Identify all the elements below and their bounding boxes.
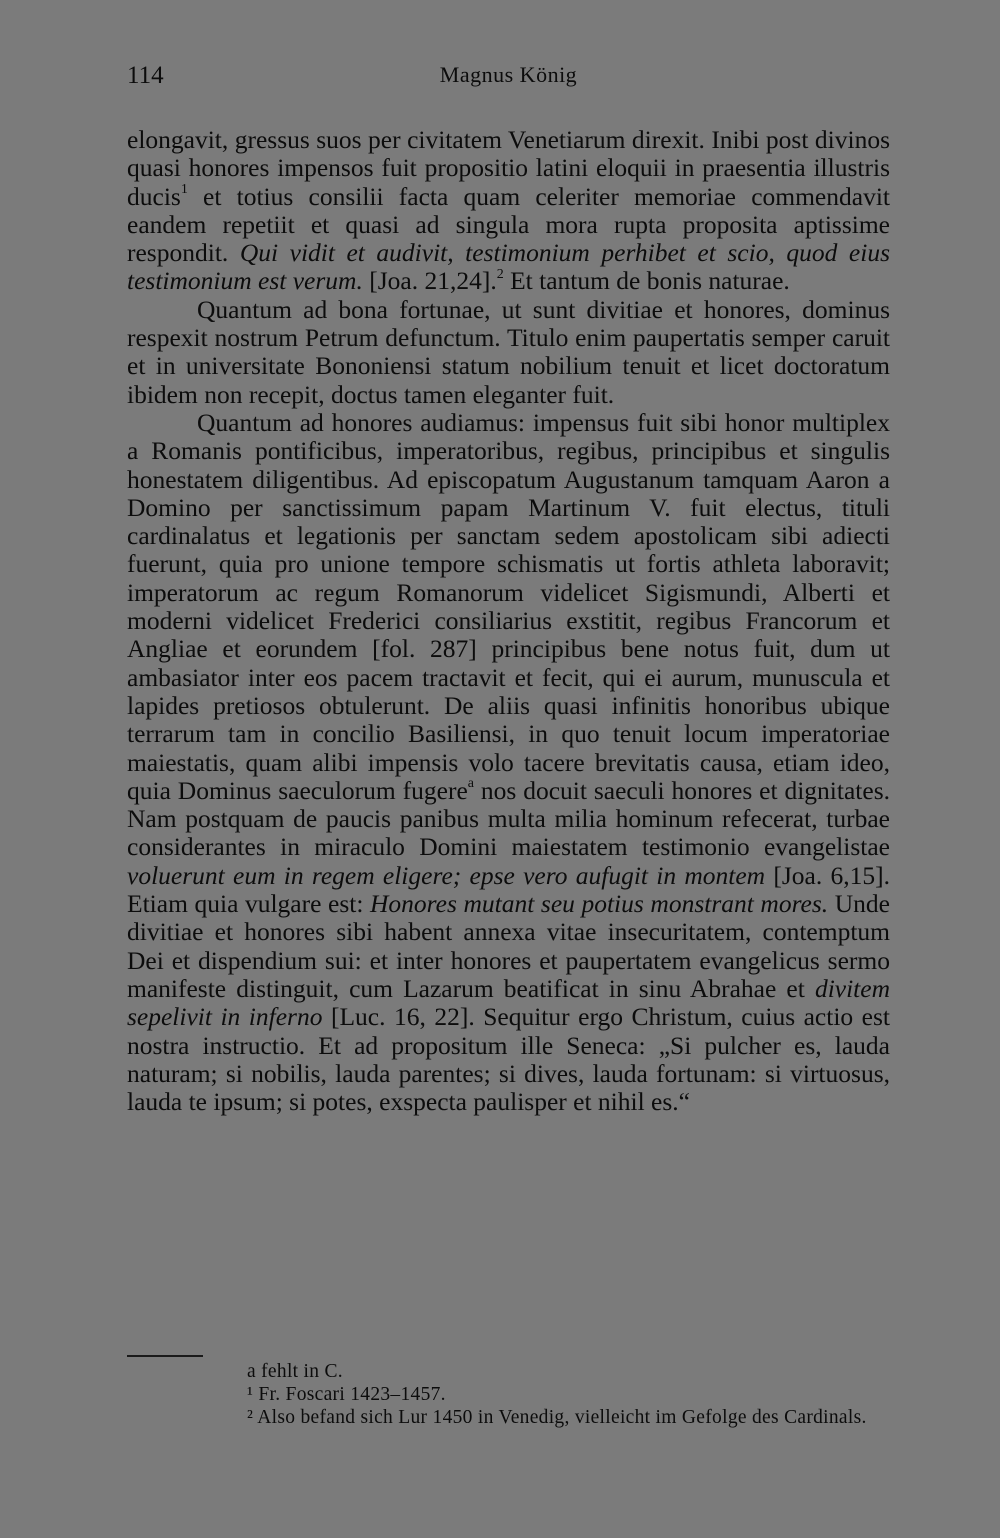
main-text	[127, 126, 890, 1116]
footnote-text: Also befand sich Lur 1450 in Venedig, vielleicht im Gefolge des Cardinals.	[253, 1407, 867, 1428]
scripture-quote: Qui vidit et audivit, testimonium perhibet et scio, quod eius testimonium est verum.	[127, 238, 890, 296]
text-run: Unde divitiae et honores sibi habent annexa vitae insecuritatem, contemptum Dei et dispendium sui: et inter honores et paupertatem evangelicus sermo manifeste distinguit, cum Lazarum beatificat in sinu Abrahae et	[127, 889, 891, 1003]
footnote-divider	[127, 1355, 203, 1357]
page-header	[127, 62, 890, 92]
text-run: Et tantum de bonis naturae.	[503, 266, 790, 296]
citation: [Joa. 21,24].	[362, 266, 497, 296]
footnotes	[127, 1360, 890, 1429]
text-run: Quantum ad honores audiamus: impensus fuit sibi honor multiplex a Romanis pontificibus, imperatoribus, regibus, principibus et singulis honestatem diligentibus. Ad episcopatum Augustanum tamquam Aaron a Domino per sanctissimum papam Martinum V. fuit electus, tituli cardinalatus et legationis per sanctam sedem apostolicam sibi adiecti fuerunt, quia pro unione tempore schismatis ut fortis athleta laboravit; imperatorum ac regum Romanorum videlicet Sigismundi, Alberti et moderni videlicet Frederici consiliarius exstitit, regibus Francorum et Angliae et eorundem [fol. 287] principibus bene notus fuit, dum ut ambasiator inter eos pacem tractavit et fecit, qui ei aurum, munuscula et lapides pretiosos obtulerunt. De aliis quasi infinitis honoribus ubique terrarum tam in concilio Basiliensi, in quo tenuit locum imperatoriae maiestatis, quam alibi impensis volo tacere brevitatis causa, etiam ideo, quia Dominus saeculorum fugere	[127, 407, 890, 805]
footnote-2	[127, 1406, 890, 1429]
text-run: et totius consilii facta quam celeriter memoriae commendavit eandem repetiit et quasi ad singula mora rupta proposita aptissime respondit.	[127, 181, 890, 268]
paragraph-3	[127, 409, 890, 1116]
footnote-mark: ¹	[247, 1384, 254, 1405]
footnote-mark: ²	[247, 1407, 254, 1428]
text-run: [Luc. 16, 22]. Sequitur ergo Christum, cuius actio est nostra instructio. Et ad propositum ille Seneca: „Si pulcher es, lauda naturam; si nobilis, lauda parentes; si dives, lauda fortunam: si virtuosus, lauda te ipsum; si potes, exspecta paulisper et nihil es.“	[127, 1002, 890, 1117]
footnote-ref-1: 1	[180, 182, 188, 198]
footnote-ref-a: a	[467, 776, 474, 792]
text-run: nos docuit saeculi honores et dignitates. Nam postquam de paucis panibus multa milia hominum refecerat, turbae considerantes in miraculo Domini maiestatem testimonio evangelistae	[127, 775, 890, 862]
footnote-1	[127, 1383, 890, 1406]
running-title: Magnus König	[439, 62, 578, 87]
paragraph-1	[127, 126, 890, 296]
footnote-ref-2: 2	[496, 266, 504, 282]
paragraph-2: Quantum ad bona fortunae, ut sunt divitiae et honores, dominus respexit nostrum Petrum defunctum. Titulo enim paupertatis semper caruit et in universitate Bononiensi statum nobilium tenuit et licet doctoratum ibidem non recepit, doctus tamen eleganter fuit.	[127, 294, 890, 409]
proverb-quote: Honores mutant seu potius monstrant mores.	[370, 889, 829, 919]
text-run: elongavit, gressus suos per civitatem Venetiarum direxit. Inibi post divinos quasi honores impensos fuit propositio latini eloquii in praesentia illustris ducis	[127, 125, 890, 211]
footnote-text: fehlt in C.	[255, 1361, 343, 1382]
footnote-mark: a	[247, 1361, 256, 1382]
citation: [Joa. 6,15]. Etiam quia vulgare est:	[127, 860, 890, 919]
scripture-quote: voluerunt eum in regem eligere; epse vero aufugit in montem	[127, 860, 766, 890]
footnote-text: Fr. Foscari 1423–1457.	[253, 1384, 446, 1405]
scripture-quote: divitem sepelivit in inferno	[127, 973, 890, 1032]
footnote-a	[127, 1360, 890, 1383]
page-number: 114	[127, 62, 164, 89]
